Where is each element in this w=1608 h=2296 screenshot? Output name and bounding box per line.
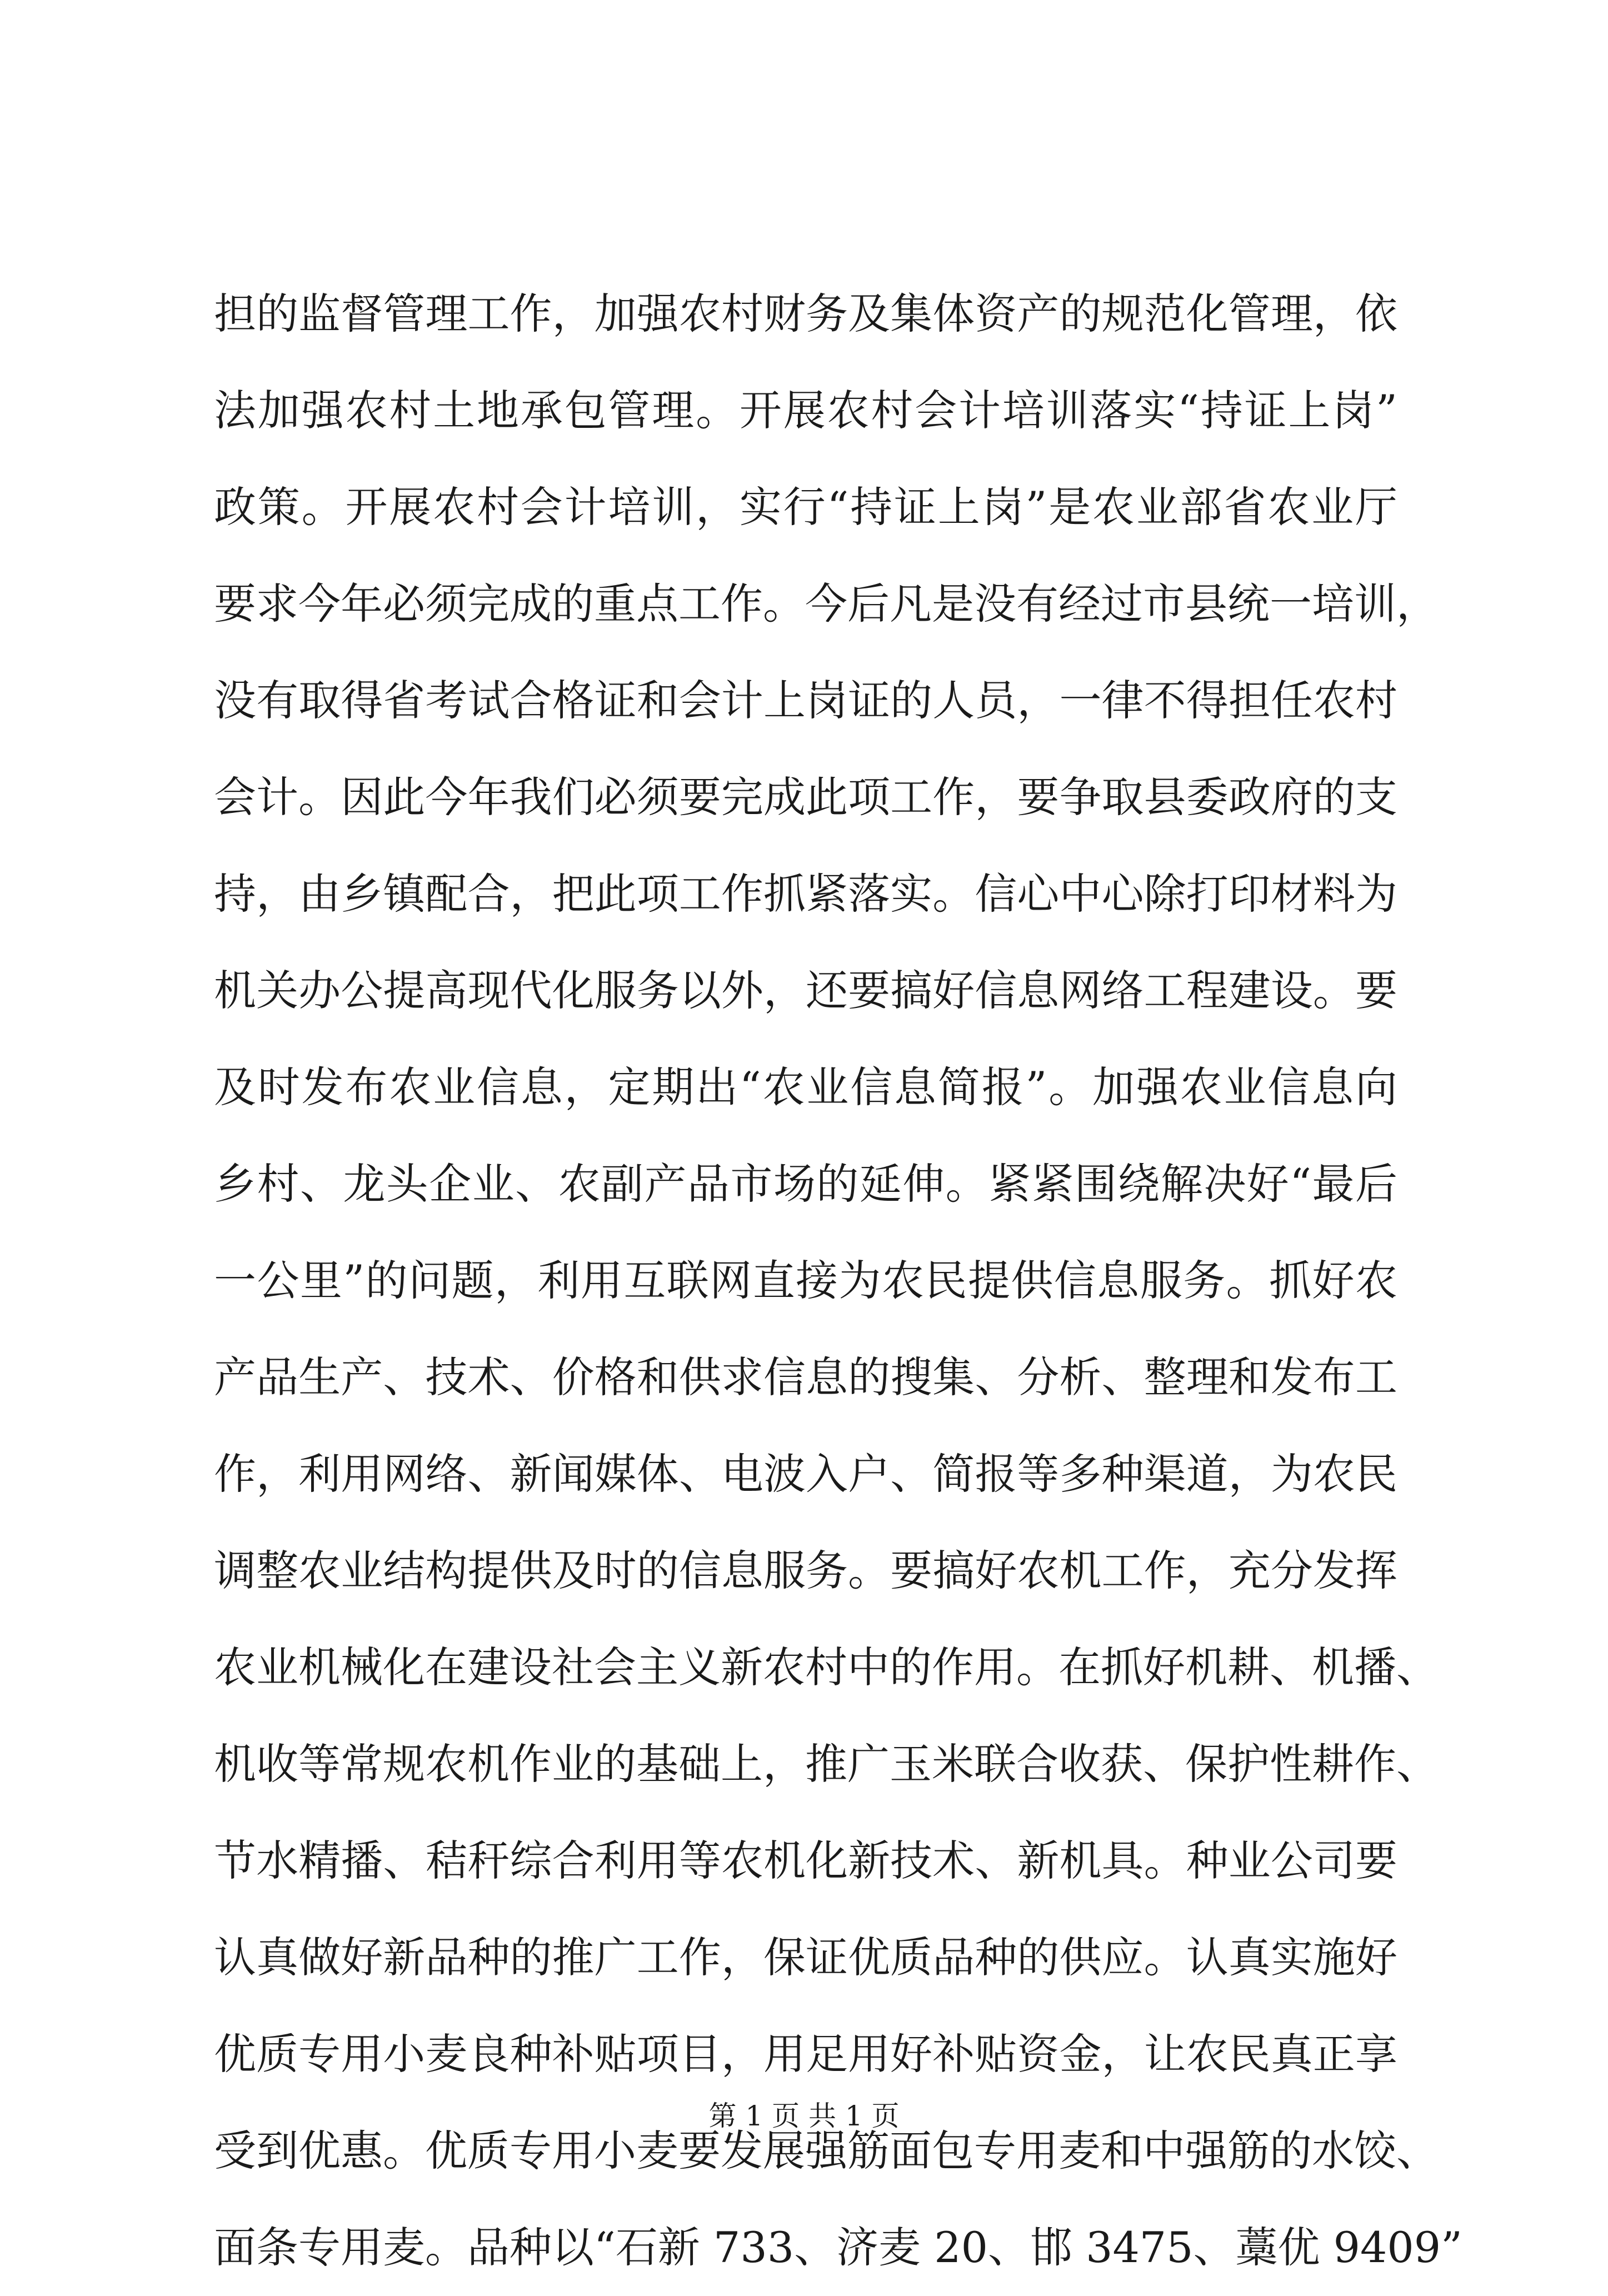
text-line: 及时发布农业信息，定期出“农业信息简报”。加强农业信息向 [214,1062,1397,1112]
text-line: 农业机械化在建设社会主义新农村中的作用。在抓好机耕、机播、 [214,1643,1439,1692]
page-footer [0,2099,1608,2133]
text-line: 没有取得省考试合格证和会计上岗证的人员，一律不得担任农村 [214,676,1397,725]
text-line: 政策。开展农村会计培训，实行“持证上岗”是农业部省农业厅 [214,482,1397,532]
text-line: 担的监督管理工作，加强农村财务及集体资产的规范化管理，依 [214,289,1397,338]
page-number-label: 第 1 页 共 1 页 [708,2100,900,2132]
text-line: 优质专用小麦良种补贴项目，用足用好补贴资金，让农民真正享 [214,2029,1397,2079]
text-line: 机关办公提高现代化服务以外，还要搞好信息网络工程建设。要 [214,966,1397,1015]
text-line: 会计。因此今年我们必须要完成此项工作，要争取县委政府的支 [214,772,1397,822]
text-line: 持，由乡镇配合，把此项工作抓紧落实。信心中心除打印材料为 [214,869,1397,919]
text-line: 要求今年必须完成的重点工作。今后凡是没有经过市县统一培训， [214,579,1439,628]
text-line: 节水精播、秸秆综合利用等农机化新技术、新机具。种业公司要 [214,1836,1397,1885]
text-line: 受到优惠。优质专用小麦要发展强筋面包专用麦和中强筋的水饺、 [214,2126,1439,2175]
text-line: 乡村、龙头企业、农副产品市场的延伸。紧紧围绕解决好“最后 [214,1159,1397,1209]
text-line: 法加强农村土地承包管理。开展农村会计培训落实“持证上岗” [214,386,1397,435]
body-text [214,266,1462,2296]
text-line: 产品生产、技术、价格和供求信息的搜集、分析、整理和发布工 [214,1352,1397,1402]
text-line: 面条专用麦。品种以“石新 733、济麦 20、邯 3475、藁优 9409” [214,2223,1462,2272]
text-line: 认真做好新品种的推广工作，保证优质品种的供应。认真实施好 [214,1933,1397,1982]
text-line: 调整农业结构提供及时的信息服务。要搞好农机工作，充分发挥 [214,1546,1397,1595]
text-line: 机收等常规农机作业的基础上，推广玉米联合收获、保护性耕作、 [214,1739,1439,1789]
text-line: 一公里”的问题，利用互联网直接为农民提供信息服务。抓好农 [214,1256,1397,1305]
text-line: 作，利用网络、新闻媒体、电波入户、简报等多种渠道，为农民 [214,1449,1397,1499]
